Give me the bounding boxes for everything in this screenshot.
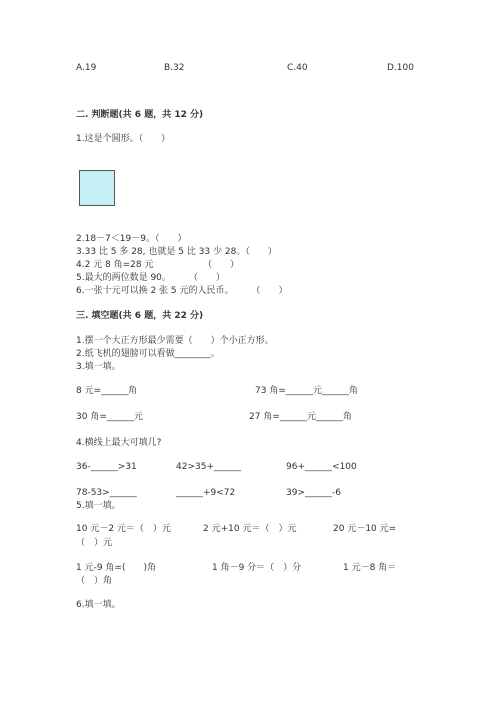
q3-item-4: 27 角=______元______角	[249, 412, 352, 422]
judge-item-5: 5.最大的两位数是 90。 （ ）	[76, 273, 225, 283]
choice-b: B.32	[164, 63, 185, 73]
fill-q4: 4.横线上最大可填几?	[76, 438, 162, 448]
q5-item-1: 10 元－2 元＝（ ）元	[76, 524, 171, 534]
q4-item-5: ______+9<72	[176, 488, 236, 498]
fill-q6: 6.填一填。	[76, 600, 121, 610]
q3-item-1: 8 元=______角	[76, 386, 138, 396]
choice-d: D.100	[387, 63, 414, 73]
q5-item-4: 1 元-9 角=( )角	[76, 563, 156, 573]
q4-item-2: 42>35+______	[176, 462, 241, 472]
fill-q5: 5.填一填。	[76, 501, 121, 511]
q4-item-6: 39>______-6	[286, 488, 341, 498]
choice-a: A.19	[76, 63, 97, 73]
square-figure	[79, 170, 115, 206]
q5-item-6: 1 元－8 角＝	[343, 563, 397, 573]
q5-item-2: 2 元+10 元＝（ ）元	[203, 524, 297, 534]
judge-item-2: 2.18－7＜19－9。（ ）	[76, 234, 187, 244]
fill-q3: 3.填一填。	[76, 362, 121, 372]
fill-q1: 1.摆一个大正方形最少需要（ ）个小正方形。	[76, 336, 274, 346]
q4-item-1: 36-______>31	[76, 462, 137, 472]
judge-item-6: 6.一张十元可以换 2 张 5 元的人民币。 （ ）	[76, 286, 288, 296]
choice-c: C.40	[287, 63, 308, 73]
q4-item-3: 96+______<100	[286, 462, 357, 472]
q5-item-6-cont: （ ）角	[76, 576, 113, 586]
fill-q2: 2.纸飞机的翅膀可以看做________。	[76, 349, 220, 359]
judge-item-4: 4.2 元 8 角=28 元 （ ）	[76, 260, 239, 270]
q4-item-4: 78-53>______	[76, 488, 137, 498]
judge-item-3: 3.33 比 5 多 28, 也就是 5 比 33 少 28。（ ）	[76, 247, 277, 257]
q3-item-2: 73 角=______元______角	[255, 386, 358, 396]
judge-item-1: 1.这是个圆形。（ ）	[76, 134, 171, 144]
section3-title: 三. 填空题(共 6 题，共 22 分)	[76, 311, 204, 321]
q3-item-3: 30 角=______元	[76, 412, 143, 422]
q5-item-3: 20 元－10 元=	[333, 524, 397, 534]
q5-item-5: 1 角－9 分＝（ ）分	[212, 563, 302, 573]
section2-title: 二. 判断题(共 6 题，共 12 分)	[76, 110, 204, 120]
q5-item-3-cont: （ ）元	[76, 538, 113, 548]
